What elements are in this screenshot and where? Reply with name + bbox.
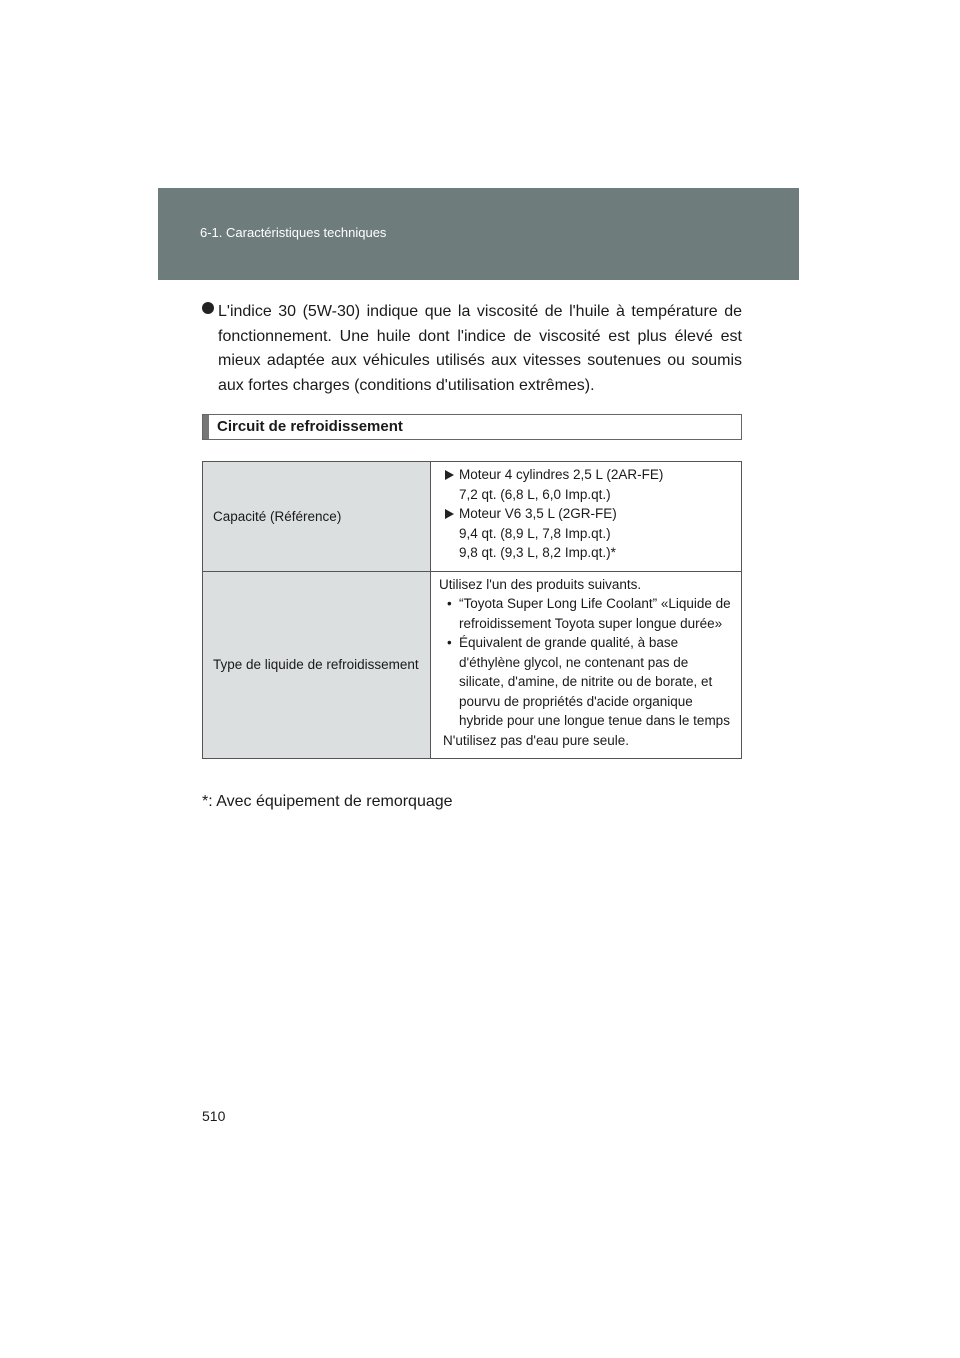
table-row-coolant	[203, 571, 742, 759]
engine2-line	[439, 504, 735, 524]
section-heading-bar	[203, 415, 209, 439]
capacity-value	[431, 462, 742, 572]
coolant-option-1	[439, 594, 735, 633]
capacity-label: Capacité (Référence)	[203, 462, 431, 572]
viscosity-note	[202, 300, 742, 398]
viscosity-note-text: L'indice 30 (5W-30) indique que la viscosité de l'huile à température de fonctionnement. Une huile dont l'indice de viscosité est plus élevé est mieux adaptée aux véhicules utilisés aux vitesses soutenues ou soumis aux fortes charges (conditions d'utilisation extrêmes).	[218, 303, 742, 394]
footnote: *: Avec équipement de remorquage	[202, 793, 453, 810]
engine2-name: Moteur V6 3,5 L (2GR-FE)	[459, 506, 617, 521]
bullet-dot-icon: •	[447, 635, 452, 650]
section-heading	[202, 414, 742, 440]
coolant-option-2	[439, 633, 735, 731]
engine1-name: Moteur 4 cylindres 2,5 L (2AR-FE)	[459, 467, 664, 482]
section-title: Circuit de refroidissement	[217, 418, 403, 435]
section-breadcrumb: 6-1. Caractéristiques techniques	[200, 225, 387, 240]
coolant-option-1-text: “Toyota Super Long Life Coolant” «Liquide de refroidissement Toyota super longue durée»	[459, 596, 731, 631]
triangle-bullet-icon	[445, 470, 454, 480]
engine2-value-towing: 9,8 qt. (9,3 L, 8,2 Imp.qt.)*	[459, 545, 616, 560]
coolant-warning: N'utilisez pas d'eau pure seule.	[443, 732, 630, 748]
bullet-icon	[202, 302, 214, 314]
coolant-option-2-text: Équivalent de grande qualité, à base d'éthylène glycol, ne contenant pas de silicate, d'amine, de nitrite ou de borate, et pourvu de propriétés d'acide organique hybride pour une longue tenue dans le temps	[459, 635, 730, 728]
engine1-value: 7,2 qt. (6,8 L, 6,0 Imp.qt.)	[459, 486, 611, 502]
engine2-value-standard: 9,4 qt. (8,9 L, 7,8 Imp.qt.)	[459, 525, 611, 541]
engine1-line	[439, 465, 735, 485]
coolant-intro: Utilisez l'un des produits suivants.	[439, 576, 642, 592]
coolant-type-value	[431, 571, 742, 759]
page-number: 510	[202, 1108, 226, 1124]
triangle-bullet-icon	[445, 509, 454, 519]
cooling-spec-table	[202, 461, 742, 759]
coolant-type-label: Type de liquide de refroidissement	[203, 571, 431, 759]
page-header	[158, 188, 799, 280]
bullet-dot-icon: •	[447, 596, 452, 611]
table-row-capacity	[203, 462, 742, 572]
